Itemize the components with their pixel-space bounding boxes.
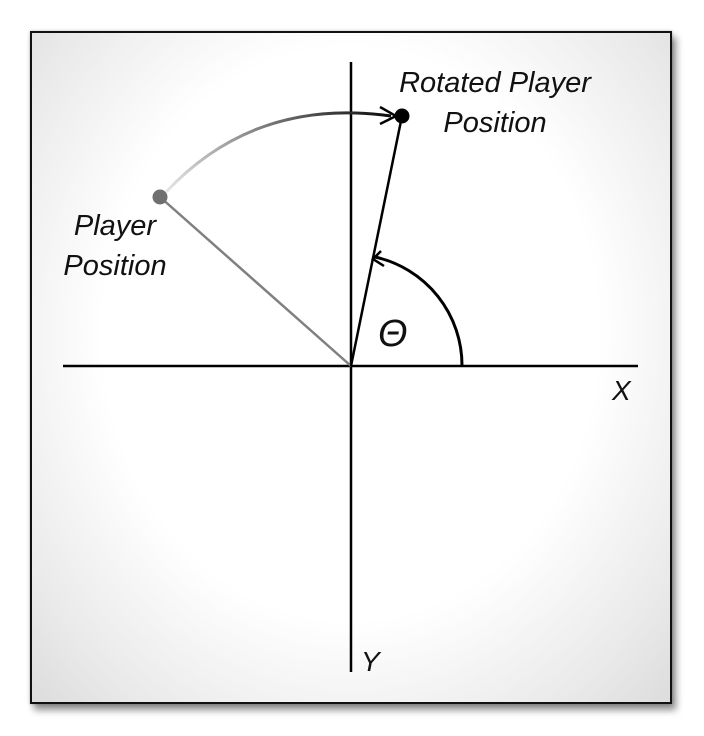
player-position-label-line1: Player: [73, 210, 157, 242]
rotated-position-label-line1: Rotated Player: [399, 67, 591, 99]
x-axis-label: X: [612, 375, 631, 406]
player-vector: [160, 197, 351, 366]
player-point: [153, 190, 168, 205]
rotated-position-label-line2: Position: [443, 107, 547, 139]
player-position-label-line2: Position: [63, 250, 167, 282]
angle-label: Θ: [378, 313, 408, 355]
rotation-arc: [166, 113, 391, 192]
y-axis-label: Y: [361, 646, 380, 677]
